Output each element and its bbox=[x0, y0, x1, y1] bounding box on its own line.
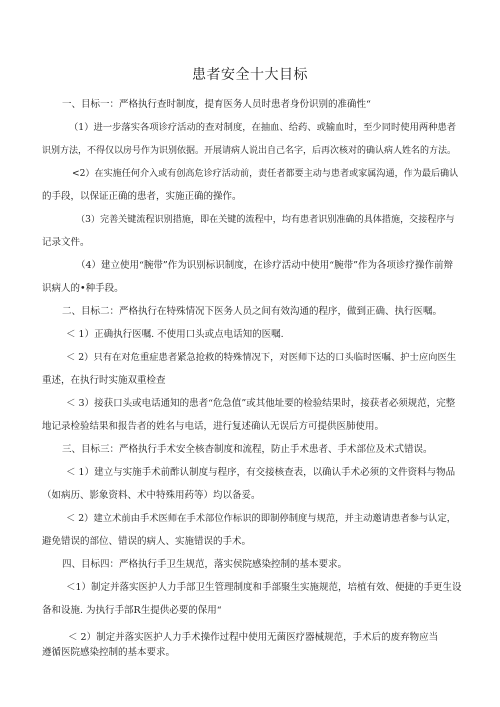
document-title: 患者安全十大目标 bbox=[192, 67, 308, 83]
paragraph-line: 地记录检验结果和报告者的姓名与电话，进行复述确认无误后方可提供医肺使用。 bbox=[42, 421, 385, 432]
section-heading: 三、目标三：严格执行手术安全核杳制度和流程，防止手术患者、手术部位及术式错误。 bbox=[62, 444, 433, 455]
paragraph-line: （1）进一步落实各项诊疗活动的查对制度，在抽血、给药、或输血时，至少同时使用两种患者 bbox=[69, 122, 457, 133]
section-heading: 二、目标二：严格执行在特殊情况下医务人员之间有效沟通的程序，做到正确、执行医嘱。 bbox=[62, 306, 443, 317]
section-heading: 一、目标一：严格执行查时制度，提育医务人员时患者身份识别的准确性“ bbox=[62, 99, 371, 110]
paragraph-line: ＜ 1）建立与实施手术前酢认制度与程序，有交接核查表，以确认手术必须的文件资料与物品 bbox=[66, 467, 456, 478]
paragraph-line: ＜ 2）制定并落实医护人力手术操作过程中使用无菌医疗器械规范，手术后的废弃物应当 bbox=[68, 632, 439, 643]
paragraph-line: 的手段，以保证正确的患者，实施正确的操作。 bbox=[42, 191, 242, 202]
paragraph-line: ＜ 1）正确执行医嘱. 不使用口头或点电话知的医嘱. bbox=[66, 329, 284, 340]
paragraph-line: （如病历、影象资料、术中特殊用药等）均以备妥。 bbox=[42, 490, 261, 501]
paragraph-line: ＜ 2）只有在对危重症患者紧急抢救的特殊情况下，对医师下达的口头临时医嘱、护士应向医生 bbox=[66, 352, 457, 363]
paragraph-line: 识别方法，不得仅以房号作为识别依据。开展请病人说出自己名字，后再次核对的确认病人姓名的方法。 bbox=[42, 146, 457, 156]
paragraph-line: ＜ 3）接获口头或电话通知的患者“危急值”或其他址要的检验结果时，接获者必须规范，完整 bbox=[66, 398, 456, 409]
paragraph-line: 遵循医院感染控制的基本要求。 bbox=[42, 647, 176, 658]
paragraph-line: ＜ 2）建立术前由手术医师在手术部位作标识的即制停制度与规范，并主动邀请患者参与认定， bbox=[66, 513, 457, 524]
paragraph-line: （4）建立使用“腕带”作为识别标识制度，在诊疗活动中使用“腕带”作为各项诊疗操作前辩 bbox=[76, 260, 453, 271]
paragraph-line: 记录文件。 bbox=[42, 237, 90, 248]
paragraph-line: 备和设施. 为执行手部R生提供必要的保用“ bbox=[42, 605, 222, 616]
paragraph-line: 识病人的•种手段。 bbox=[42, 283, 124, 294]
paragraph-line: ＜1）制定并落实医护人力手部卫生管理制度和手部聚生实施规范，培植有效、便捷的手更生设 bbox=[66, 582, 462, 593]
paragraph-line: （3）完善关键流程识别措施，即在关键的流程中，均有患者识别准确的具体措施，交接程序与 bbox=[76, 215, 455, 225]
paragraph-line: 重述，在执行时实施双重检查 bbox=[42, 375, 166, 386]
paragraph-line: <2）在实施任何介入或有创高危诊疗活动前，责任者都要主动与患者或家属沟通，作为最后确认 bbox=[72, 169, 459, 179]
section-heading: 四、目标四：严格执行手卫生规范，落实侯院感染控制的基本要求。 bbox=[62, 559, 348, 570]
paragraph-line: 避免错误的部位、错误的病人、实施错误的手术。 bbox=[42, 536, 252, 547]
